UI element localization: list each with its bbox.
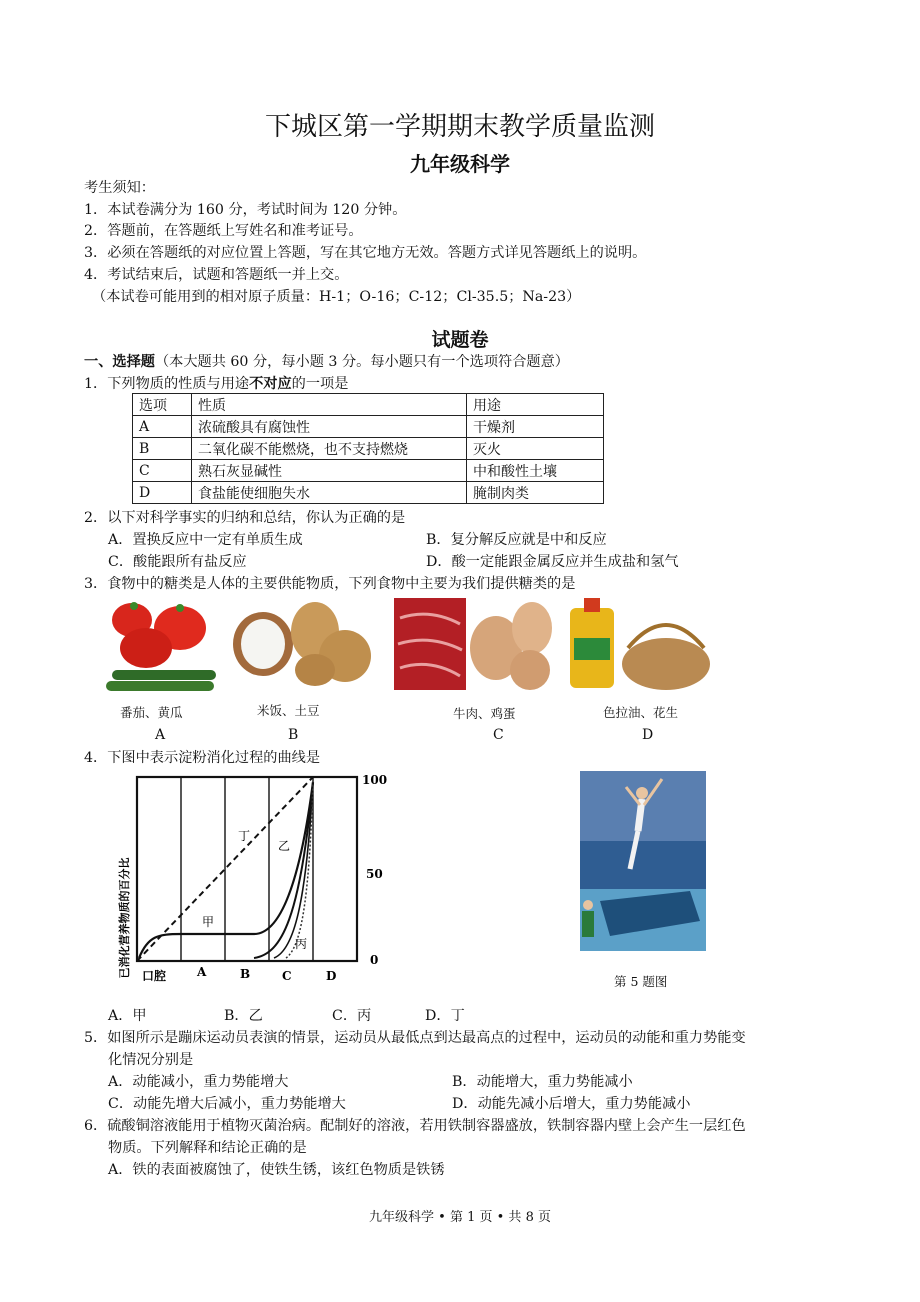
- table-cell: C: [133, 460, 192, 482]
- q3-caption-c: 牛肉、鸡蛋: [453, 706, 516, 721]
- q1-stem-pre: 1．下列物质的性质与用途: [84, 376, 250, 392]
- q3-label-d: D: [642, 727, 654, 743]
- x-tick-label: A: [197, 965, 207, 979]
- page-subtitle: 九年级科学: [410, 152, 510, 176]
- table-cell: 腌制肉类: [467, 482, 604, 504]
- table-cell: 性质: [192, 394, 467, 416]
- table-cell: 用途: [467, 394, 604, 416]
- table-cell: B: [133, 438, 192, 460]
- q4-option-d: D．丁: [425, 1008, 465, 1024]
- q3-label-c: C: [493, 727, 504, 743]
- q3-caption-d: 色拉油、花生: [603, 705, 679, 720]
- table-cell: 中和酸性土壤: [467, 460, 604, 482]
- q6-stem-cont: 物质。下列解释和结论正确的是: [108, 1140, 307, 1156]
- q6-stem: 6．硫酸铜溶液能用于植物灭菌治病。配制好的溶液，若用铁制容器盛放，铁制容器内壁上会产生一层红色: [84, 1118, 746, 1134]
- q2-option-c: C．酸能跟所有盐反应: [108, 554, 247, 570]
- notice-item: 2．答题前，在答题纸上写姓名和准考证号。: [84, 223, 363, 239]
- curve-label: 丙: [295, 937, 308, 951]
- table-cell: 二氧化碳不能燃烧，也不支持燃烧: [192, 438, 467, 460]
- q4-stem: 4．下图中表示淀粉消化过程的曲线是: [84, 750, 321, 766]
- q5-option-a: A．动能减小，重力势能增大: [108, 1074, 289, 1090]
- x-tick-label: B: [240, 967, 251, 981]
- notice-heading: 考生须知：: [84, 180, 155, 196]
- notice-item: 4．考试结束后，试题和答题纸一并上交。: [84, 267, 349, 283]
- tomato-cucumber-image: [104, 598, 218, 694]
- table-cell: A: [133, 416, 192, 438]
- q5-stem: 5．如图所示是蹦床运动员表演的情景，运动员从最低点到达最高点的过程中，运动员的动能和重力势能变: [84, 1030, 746, 1046]
- table-row: [133, 416, 604, 438]
- beef-egg-image: [394, 598, 554, 690]
- table-row: [133, 460, 604, 482]
- q2-stem: 2．以下对科学事实的归纳和总结，你认为正确的是: [84, 510, 406, 526]
- q2-option-d: D．酸一定能跟金属反应并生成盐和氢气: [426, 554, 679, 570]
- q1-stem: [84, 374, 348, 394]
- q4-option-b: B．乙: [224, 1008, 263, 1024]
- page-footer: 九年级科学 • 第 1 页 • 共 8 页: [369, 1210, 551, 1225]
- table-cell: 干燥剂: [467, 416, 604, 438]
- q5-option-d: D．动能先减小后增大，重力势能减小: [452, 1096, 691, 1112]
- section-title: 试题卷: [431, 329, 489, 351]
- q3-stem: 3．食物中的糖类是人体的主要供能物质，下列食物中主要为我们提供糖类的是: [84, 576, 576, 592]
- part1-label: 一、选择题: [84, 354, 155, 370]
- q5-option-b: B．动能增大，重力势能减小: [452, 1074, 633, 1090]
- curve-yi-inner: [274, 782, 313, 958]
- table-cell: 熟石灰显碱性: [192, 460, 467, 482]
- x-tick-label: C: [282, 969, 292, 983]
- notice-item: 1．本试卷满分为 160 分，考试时间为 120 分钟。: [84, 202, 407, 218]
- x-tick-label: 口腔: [142, 969, 167, 983]
- q6-option-a: A．铁的表面被腐蚀了，使铁生锈，该红色物质是铁锈: [108, 1162, 445, 1178]
- table-cell: 灭火: [467, 438, 604, 460]
- y-tick-label: 100: [362, 773, 388, 787]
- q3-caption-a: 番茄、黄瓜: [120, 705, 183, 720]
- y-axis-label: 已消化营养物质的百分比: [118, 857, 131, 979]
- q3-label-b: B: [288, 727, 299, 743]
- page-title: 下城区第一学期期末教学质量监测: [264, 112, 655, 142]
- q4-option-c: C．丙: [332, 1008, 372, 1024]
- table-row: [133, 394, 604, 416]
- q1-table: [132, 393, 604, 504]
- table-cell: 浓硫酸具有腐蚀性: [192, 416, 467, 438]
- x-tick-label: D: [326, 969, 337, 983]
- q4-option-a: A．甲: [108, 1008, 147, 1024]
- curve-label: 甲: [202, 915, 215, 929]
- table-cell: 食盐能使细胞失水: [192, 482, 467, 504]
- q3-caption-b: 米饭、土豆: [257, 703, 320, 718]
- part1-heading: [84, 352, 569, 372]
- table-cell: 选项: [133, 394, 192, 416]
- digestion-chart: [104, 768, 394, 988]
- part1-desc: （本大题共 60 分，每小题 3 分。每小题只有一个选项符合题意）: [154, 354, 569, 370]
- trampoline-photo: [580, 771, 706, 951]
- q3-label-a: A: [155, 727, 166, 743]
- curve-label: 乙: [278, 839, 291, 853]
- q2-option-a: A．置换反应中一定有单质生成: [108, 532, 303, 548]
- q5-figure-caption: 第 5 题图: [614, 974, 668, 989]
- y-tick-label: 0: [370, 953, 379, 967]
- curve-label: 丁: [238, 829, 251, 843]
- table-row: [133, 482, 604, 504]
- atomic-mass-note: （本试卷可能用到的相对原子质量：H-1；O-16；C-12；Cl-35.5；Na-23）: [92, 289, 581, 305]
- y-tick-label: 50: [366, 867, 383, 881]
- notice-item: 3．必须在答题纸的对应位置上答题，写在其它地方无效。答题方式详见答题纸上的说明。: [84, 245, 647, 261]
- q1-stem-post: 的一项是: [291, 376, 349, 392]
- q5-stem-cont: 化情况分别是: [108, 1052, 194, 1068]
- q2-option-b: B．复分解反应就是中和反应: [426, 532, 607, 548]
- oil-peanut-image: [570, 598, 714, 692]
- rice-potato-image: [233, 598, 375, 690]
- table-row: [133, 438, 604, 460]
- table-cell: D: [133, 482, 192, 504]
- q1-stem-emph: 不对应: [249, 376, 292, 392]
- q5-option-c: C．动能先增大后减小，重力势能增大: [108, 1096, 346, 1112]
